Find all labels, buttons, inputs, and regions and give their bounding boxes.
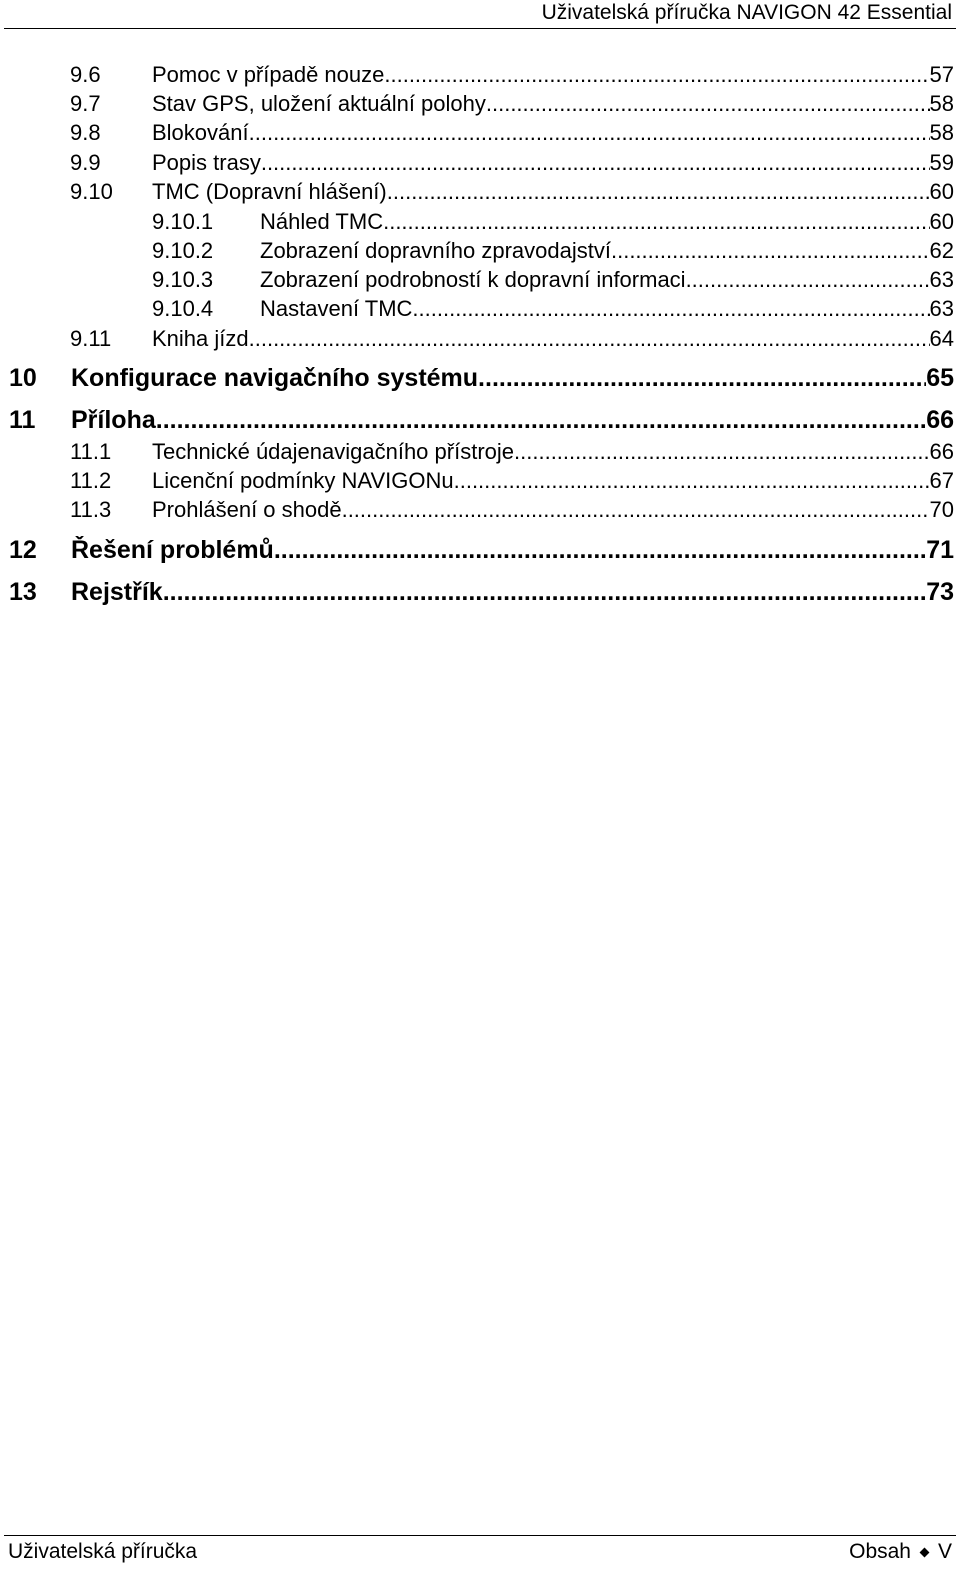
dot-leader (454, 468, 930, 494)
toc-title: Řešení problémů (71, 536, 274, 564)
toc-entry[interactable] (70, 468, 954, 494)
running-header: Uživatelská příručka NAVIGON 42 Essential (541, 1, 952, 24)
toc-number: 11.1 (70, 439, 112, 464)
toc-entry[interactable] (70, 120, 954, 146)
dot-leader (342, 497, 930, 523)
toc-title: Stav GPS, uložení aktuální polohy (152, 91, 486, 116)
toc-page: 57 (929, 62, 954, 87)
footer-section-label: Obsah (849, 1540, 911, 1563)
toc-page: 63 (929, 267, 954, 292)
footer-page-number: V (937, 1540, 952, 1563)
toc-title: Popis trasy (152, 150, 261, 175)
toc-chapter[interactable] (9, 406, 954, 435)
toc-title: Příloha (71, 406, 156, 434)
toc-entry[interactable] (152, 296, 954, 322)
dot-leader (249, 326, 930, 352)
toc-page: 58 (929, 91, 954, 116)
toc-page: 62 (929, 238, 954, 263)
dot-leader (249, 120, 930, 146)
toc-page: 66 (926, 406, 954, 434)
dot-leader (156, 406, 926, 435)
toc-number: 11.2 (70, 468, 112, 493)
toc-page: 60 (929, 179, 954, 204)
dot-leader (274, 536, 926, 565)
toc-number: 9.10.4 (152, 296, 214, 321)
toc-entry[interactable] (70, 439, 954, 465)
toc-number: 9.9 (70, 150, 101, 175)
footer-title: Uživatelská příručka (8, 1540, 198, 1563)
toc-title: Nastavení TMC (260, 296, 413, 321)
dot-leader (383, 209, 929, 235)
toc-title: Licenční podmínky NAVIGONu (152, 468, 454, 493)
toc-number: 9.7 (70, 91, 101, 116)
toc-page: 71 (926, 536, 954, 564)
toc-number: 9.10 (70, 179, 113, 204)
toc-number: 13 (9, 578, 37, 606)
toc-page: 73 (926, 578, 954, 606)
header-rule (4, 28, 956, 29)
toc-number: 9.10.3 (152, 267, 214, 292)
toc-page: 70 (929, 497, 954, 522)
diamond-icon (920, 1547, 930, 1557)
toc-number: 11 (9, 406, 36, 434)
toc-title: Zobrazení podrobností k dopravní informaci (260, 267, 686, 292)
toc-entry[interactable] (70, 179, 954, 205)
toc-title: Rejstřík (71, 578, 163, 606)
dot-leader (478, 364, 926, 393)
toc-page: 60 (929, 209, 954, 234)
toc-number: 9.10.2 (152, 238, 214, 263)
toc-title: Blokování (152, 120, 249, 145)
toc-number: 9.11 (70, 326, 112, 351)
toc-chapter[interactable] (9, 364, 954, 393)
toc-entry[interactable] (152, 238, 954, 264)
toc-title: Konfigurace navigačního systému (71, 364, 479, 392)
toc-page: 58 (929, 120, 954, 145)
toc-title: Kniha jízd (152, 326, 249, 351)
dot-leader (387, 179, 930, 205)
dot-leader (261, 150, 930, 176)
toc-entry[interactable] (70, 91, 954, 117)
toc-number: 12 (9, 536, 37, 564)
toc-title: Pomoc v případě nouze (152, 62, 385, 87)
footer-section (849, 1540, 952, 1564)
toc-entry[interactable] (152, 267, 954, 293)
dot-leader (486, 91, 930, 117)
toc-page: 67 (929, 468, 954, 493)
toc-title: Náhled TMC (260, 209, 384, 234)
toc-page: 66 (929, 439, 954, 464)
toc-entry[interactable] (152, 209, 954, 235)
toc-page: 65 (926, 364, 954, 392)
dot-leader (163, 578, 926, 607)
toc-page: 63 (929, 296, 954, 321)
toc-number: 9.10.1 (152, 209, 214, 234)
toc-entry[interactable] (70, 326, 954, 352)
toc-chapter[interactable] (9, 578, 954, 607)
toc-title: Zobrazení dopravního zpravodajství (260, 238, 611, 263)
dot-leader (412, 296, 929, 322)
toc-number: 10 (9, 364, 37, 392)
toc-title: Prohlášení o shodě (152, 497, 342, 522)
toc-title: Technické údajenavigačního přístroje (152, 439, 515, 464)
footer-rule (4, 1535, 956, 1536)
toc-page: 59 (929, 150, 954, 175)
toc-chapter[interactable] (9, 536, 954, 565)
toc-entry[interactable] (70, 62, 954, 88)
toc-page: 64 (929, 326, 954, 351)
dot-leader (686, 267, 930, 293)
toc-entry[interactable] (70, 150, 954, 176)
dot-leader (514, 439, 930, 465)
dot-leader (384, 62, 929, 88)
toc-entry[interactable] (70, 497, 954, 523)
toc-title: TMC (Dopravní hlášení) (152, 179, 387, 204)
toc-number: 9.6 (70, 62, 101, 87)
toc-number: 9.8 (70, 120, 101, 145)
dot-leader (611, 238, 930, 264)
toc-number: 11.3 (70, 497, 112, 522)
